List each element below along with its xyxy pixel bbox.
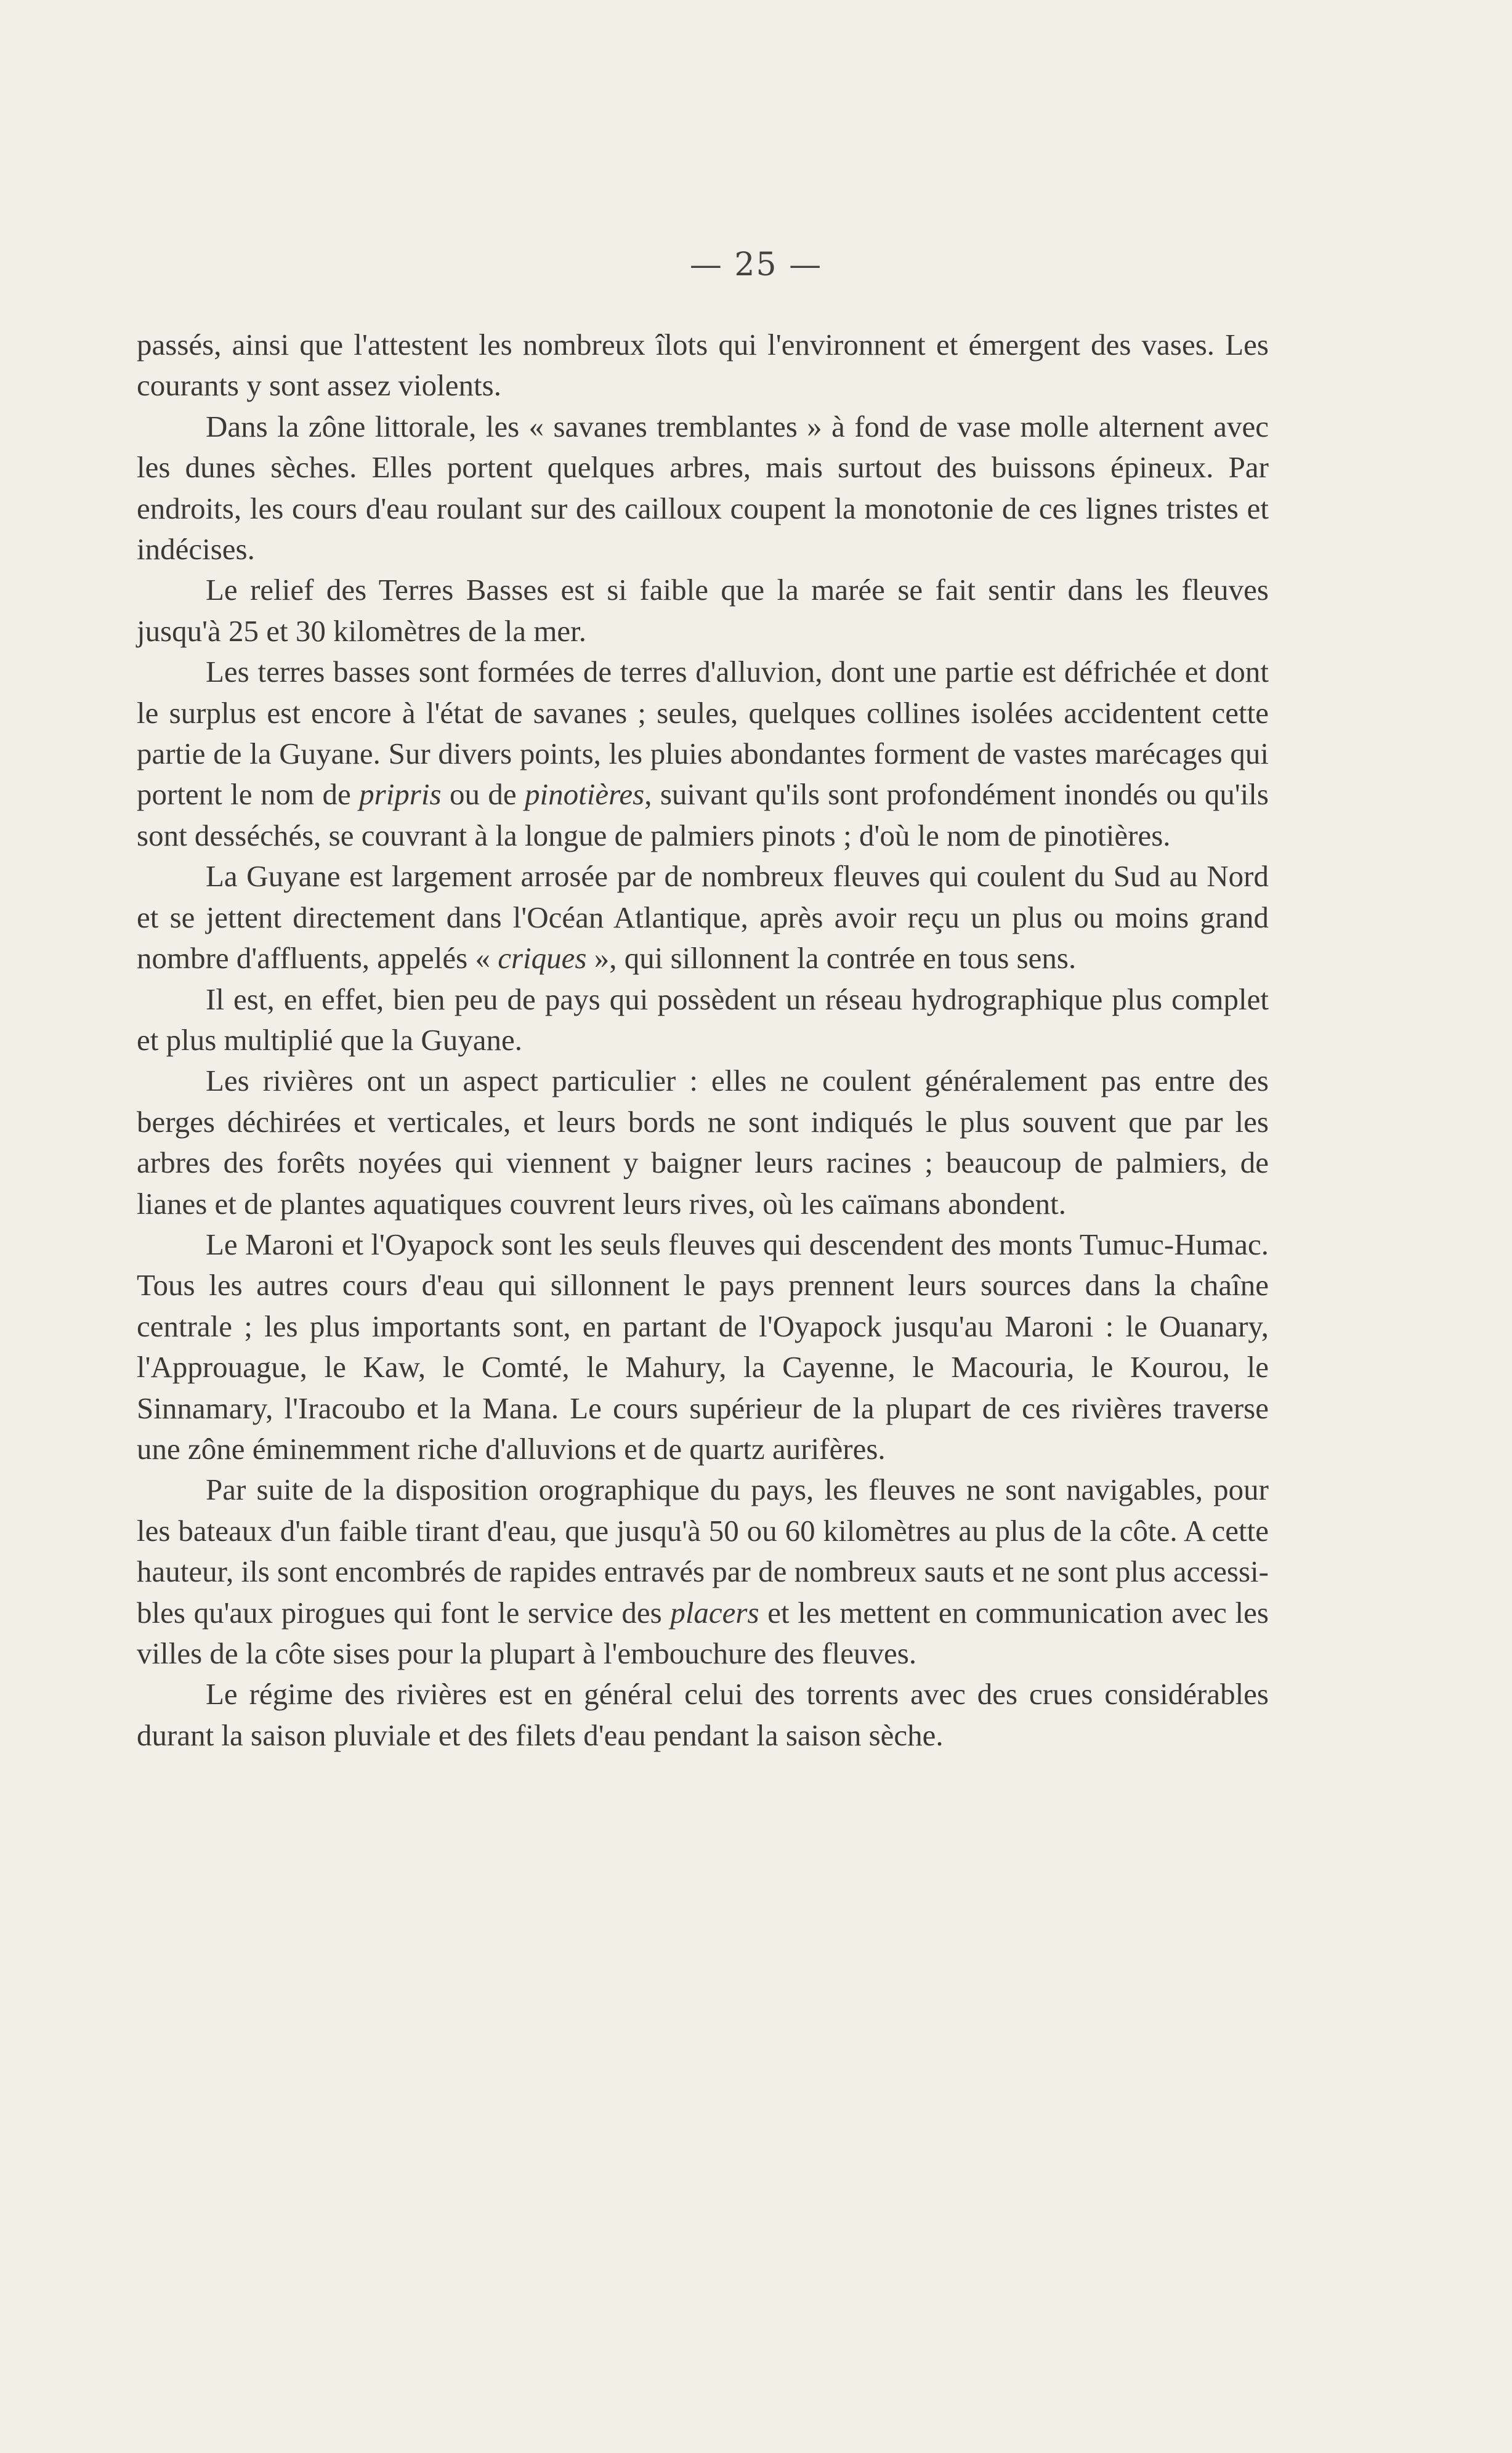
text-run: », qui sillonnent la contrée en tous sens. <box>586 941 1077 976</box>
page-number: — 25 — <box>689 246 823 283</box>
text-run: ou de <box>441 777 525 812</box>
paragraph-p4 <box>137 652 1269 856</box>
body-text <box>137 325 1269 1756</box>
text-run: Les terres basses sont formées de terres d'alluvion, dont une partie est défrichée et dont le surplus est encore à l'état de savanes ; seules, quelques collines isolées accidentent cette partie de la Guyane. Sur divers points, les pluies abondantes forment de vastes marécages qui portent le nom de <box>137 655 1269 812</box>
text-run: et les mettent en communication avec les villes de la côte sises pour la plupart à l'embouchure des fleuves. <box>137 1595 1269 1670</box>
paragraph-p5 <box>137 856 1269 979</box>
paragraph-p6 <box>137 979 1269 1061</box>
paragraph-p1 <box>137 325 1269 406</box>
italic-term: criques <box>498 941 587 976</box>
text-run: passés, ainsi que l'attestent les nombreux îlots qui l'environnent et émergent des vases. Les courants y sont assez violents. <box>137 328 1269 403</box>
paragraph-p10 <box>137 1674 1269 1756</box>
text-run: La Guyane est largement arrosée par de nombreux fleuves qui coulent du Sud au Nord et se jettent directement dans l'Océan Atlantique, après avoir reçu un plus ou moins grand nombre d'affluents, appelés « <box>137 859 1269 976</box>
text-run: Les rivières ont un aspect particulier : elles ne coulent généralement pas entre des berges déchirées et verticales, et leurs bords ne sont indiqués le plus souvent que par les arbres des forêts noyées qui viennent y baigner leurs racines ; beaucoup de palmiers, de lianes et de plantes aquatiques couvrent leurs rives, où les caïmans abondent. <box>137 1064 1269 1221</box>
paragraph-p7 <box>137 1061 1269 1224</box>
paragraph-p8 <box>137 1224 1269 1469</box>
text-run: Dans la zône littorale, les « savanes tremblantes » à fond de vase molle alternent avec les dunes sèches. Elles portent quelques arbres, mais surtout des buissons épineux. Par endroits, les cours d'eau roulant sur des cailloux coupent la monotonie de ces lignes tristes et indécises. <box>137 409 1269 567</box>
text-run: Il est, en effet, bien peu de pays qui possèdent un réseau hydrographique plus complet et plus multiplié que la Guyane. <box>137 982 1269 1057</box>
text-run: Le Maroni et l'Oyapock sont les seuls fleuves qui descendent des monts Tumuc-Humac. Tous les autres cours d'eau qui sillonnent le pays prennent leurs sources dans la chaîne centrale ; les plus importants sont, en partant de l'Oyapock jusqu'au Maroni : le Ouanary, l'Approuague, le Kaw, le Comté, le Mahury, la Cayenne, le Macouria, le Kourou, le Sinnamary, l'Iracoubo et la Mana. Le cours supérieur de la plupart de ces rivières traverse une zône éminemment riche d'alluvions et de quartz aurifères. <box>137 1227 1269 1466</box>
paragraph-p2 <box>137 406 1269 570</box>
paragraph-p9 <box>137 1469 1269 1674</box>
italic-term: placers <box>670 1595 759 1630</box>
text-run: Le régime des rivières est en général celui des torrents avec des crues considérables durant la saison pluviale et des filets d'eau pendant la saison sèche. <box>137 1677 1269 1752</box>
paragraph-p3 <box>137 570 1269 652</box>
italic-term: pinotières <box>525 777 645 812</box>
italic-term: pripris <box>359 777 442 812</box>
text-run: , suivant qu'ils sont profondément inondés ou qu'ils sont desséchés, se couvrant à la longue de palmiers pinots ; d'où le nom de pinotières. <box>137 777 1269 852</box>
text-run: Le relief des Terres Basses est si faible que la marée se fait sentir dans les fleuves jusqu'à 25 et 30 kilomètres de la mer. <box>137 573 1269 648</box>
text-run: Par suite de la disposition orographique du pays, les fleuves ne sont navigables, pour les bateaux d'un faible tirant d'eau, que jusqu'à 50 ou 60 kilomètres au plus de la côte. A cette hauteur, ils sont encombrés de rapides entravés par de nombreux sauts et ne sont plus accessibles qu'aux pirogues qui font le service des <box>137 1473 1269 1630</box>
